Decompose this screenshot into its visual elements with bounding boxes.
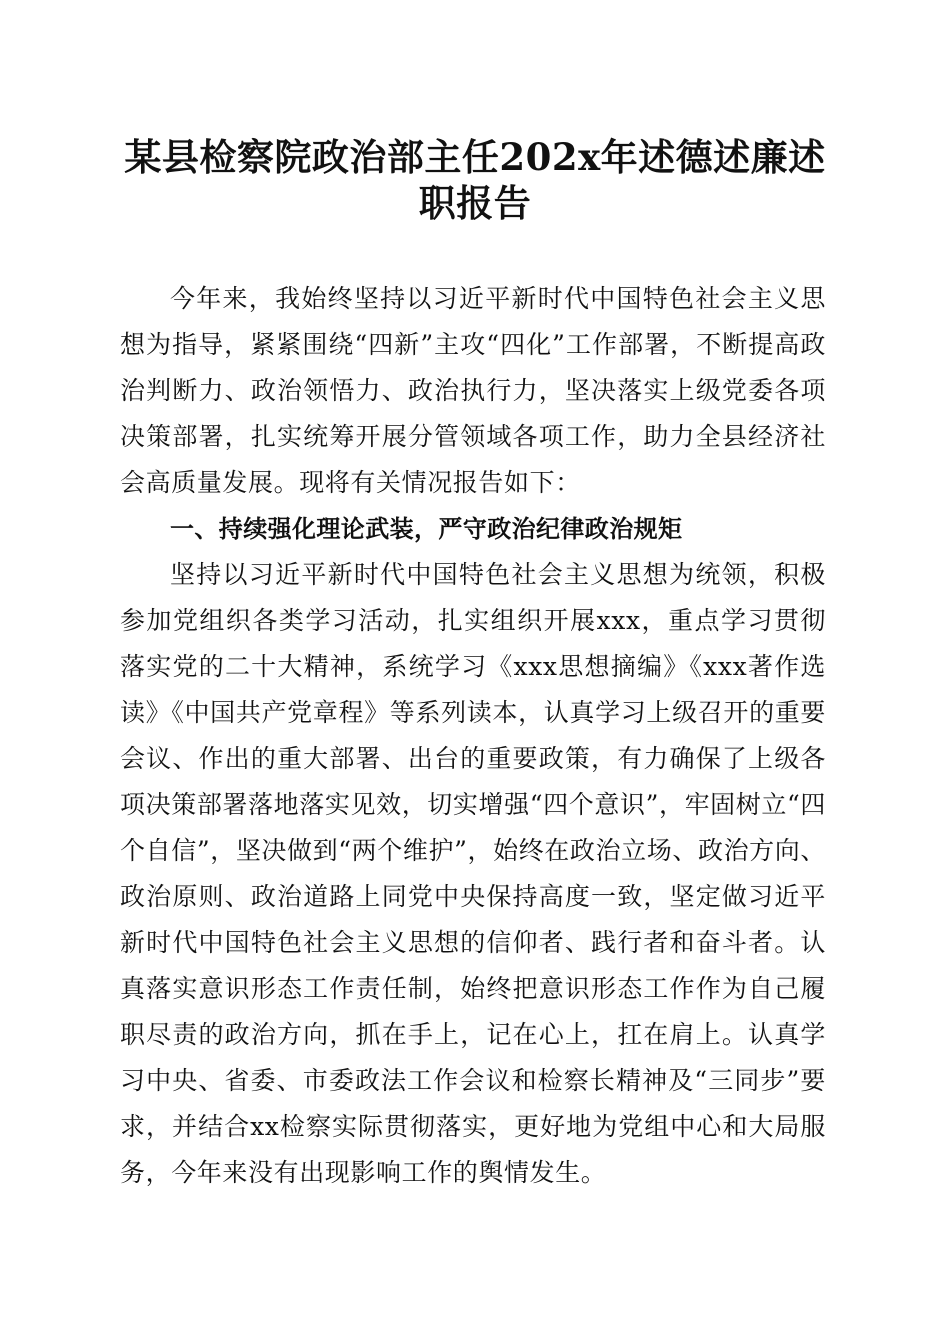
intro-paragraph: 今年来，我始终坚持以习近平新时代中国特色社会主义思想为指导，紧紧围绕“四新”主攻“四化”工作部署，不断提高政治判断力、政治领悟力、政治执行力，坚决落实上级党委各项决策部署，扎实统筹开展分管领域各项工作，助力全县经济社会高质量发展。现将有关情况报告如下： (120, 284, 826, 497)
document-body (120, 276, 826, 1196)
section-heading: 一、持续强化理论武装，严守政治纪律政治规矩 (170, 515, 683, 543)
document-title: 某县检察院政治部主任202x年述德述廉述职报告 (124, 135, 826, 225)
section-paragraph: 坚持以习近平新时代中国特色社会主义思想为统领，积极参加党组织各类学习活动，扎实组织开展xxx，重点学习贯彻落实党的二十大精神，系统学习《xxx思想摘编》《xxx著作选读》《中国共产党章程》等系列读本，认真学习上级召开的重要会议、作出的重大部署、出台的重要政策，有力确保了上级各项决策部署落地落实见效，切实增强“四个意识”，牢固树立“四个自信”，坚决做到“两个维护”，始终在政治立场、政治方向、政治原则、政治道路上同党中央保持高度一致，坚定做习近平新时代中国特色社会主义思想的信仰者、践行者和奋斗者。认真落实意识形态工作责任制，始终把意识形态工作作为自己履职尽责的政治方向，抓在手上，记在心上，扛在肩上。认真学习中央、省委、市委政法工作会议和检察长精神及“三同步”要求，并结合xx检察实际贯彻落实，更好地为党组中心和大局服务，今年来没有出现影响工作的舆情发生。 (120, 560, 826, 1187)
